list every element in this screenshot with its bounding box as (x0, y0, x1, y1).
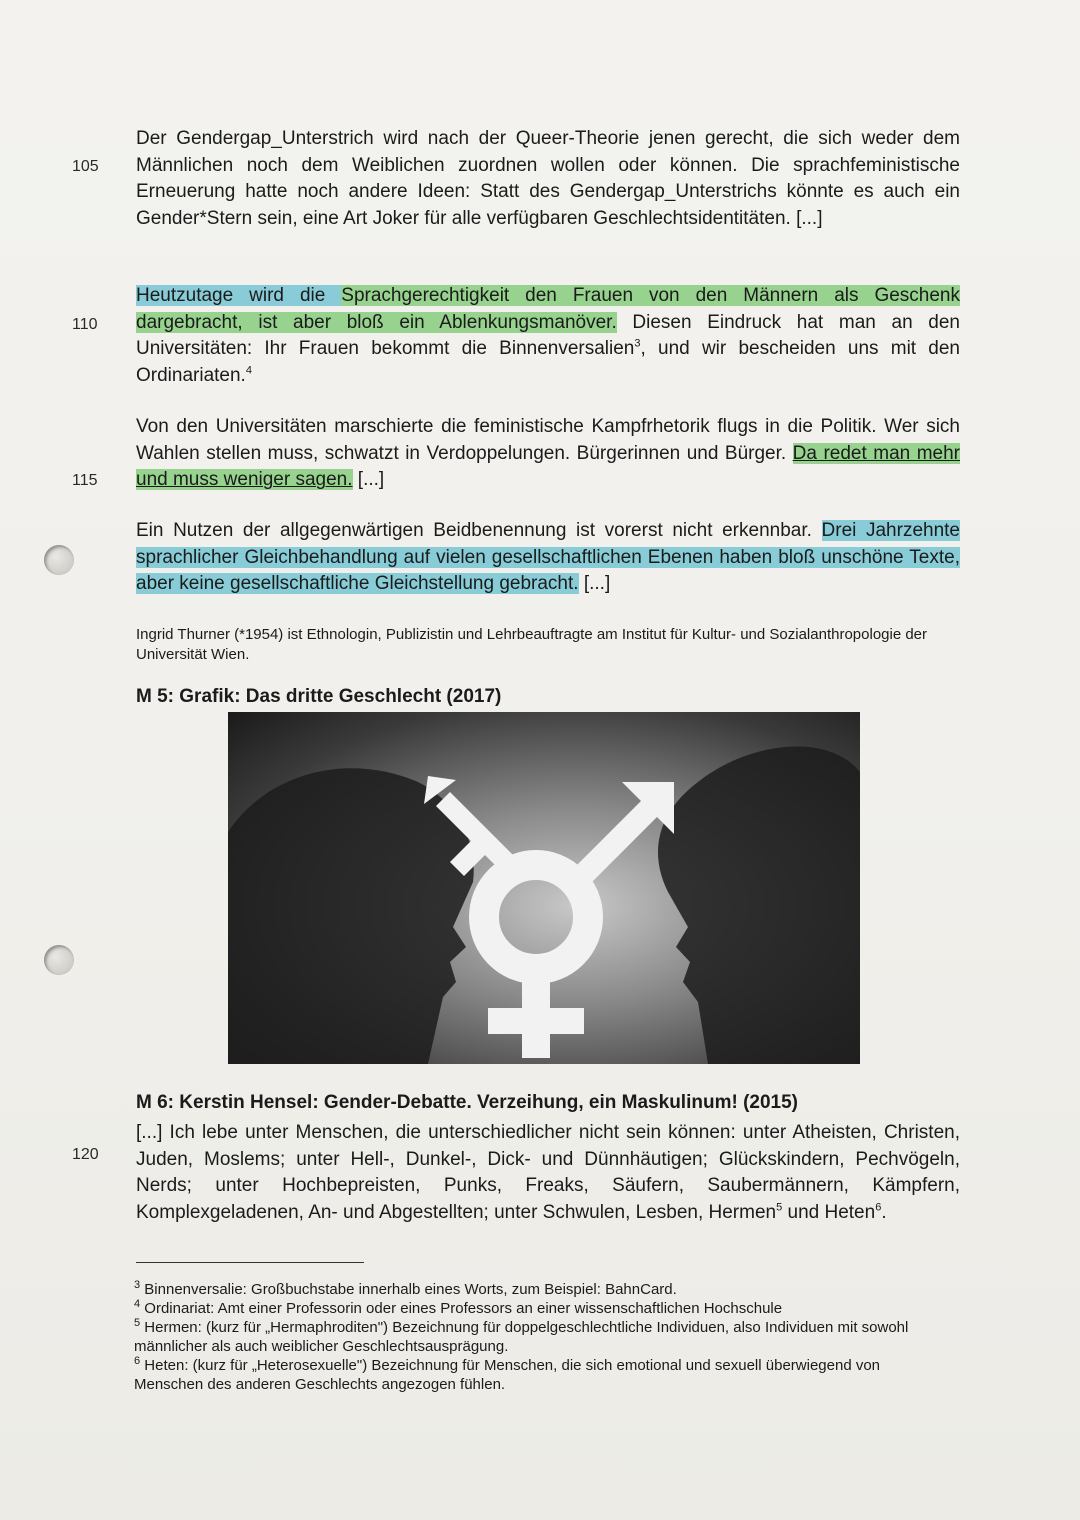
paragraph-text: Der Gendergap_Unterstrich wird nach der Queer-Theorie jenen gerecht, die sich weder dem Männlichen noch dem Weiblichen zuordnen wollen oder können. Die sprachfeministische Erneuerung hatte noch andere Ideen: Statt des Gendergap_Unterstrichs könnte es auch ein Gender*Stern sein, eine Art Joker für alle verfügbaren Geschlechtsidentitäten. [...] (136, 128, 960, 229)
paragraph-text: und Heten (782, 1201, 876, 1223)
transgender-graphic (228, 712, 860, 1064)
highlight-blue-text: Heutzutage wird die (136, 285, 342, 306)
paragraph-beidbenennung (136, 518, 960, 598)
line-number-115: 115 (72, 472, 98, 489)
footnote-number: 4 (134, 1298, 141, 1310)
m5-heading: M 5: Grafik: Das dritte Geschlecht (2017) (136, 686, 502, 707)
author-note: Ingrid Thurner (*1954) ist Ethnologin, Publizistin und Lehrbeauftragte am Institut für Kultur- und Sozialanthropologie der Universität Wien. (136, 626, 928, 663)
footnote-6 (134, 1356, 934, 1394)
footnote-5 (134, 1318, 934, 1356)
footnote-ref-3: 3 (634, 337, 641, 350)
paragraph-sprachgerechtigkeit (136, 283, 960, 389)
paragraph-kampfrhetorik (136, 414, 960, 494)
head-silhouette-right (658, 747, 860, 1064)
footnote-ref-6: 6 (875, 1201, 882, 1214)
footnote-number: 6 (134, 1355, 141, 1367)
highlight-green-text: Da redet man mehr und muss weniger sagen. (136, 442, 960, 490)
footnote-number: 5 (134, 1317, 141, 1329)
paragraph-text: Ein Nutzen der allgegenwärtigen Beidbenennung ist vorerst nicht erkennbar. (136, 520, 822, 541)
paragraph-text: [...] Ich lebe unter Menschen, die unterschiedlicher nicht sein können: unter Atheisten, Christen, Juden, Moslems; unter Hell-, Dunkel-, Dick- und Dünnhäutigen; Glückskindern, Pechvögeln, Nerds; unter Hochbepreisten, Punks, Freaks, Säufern, Saubermännern, Kämpfern, Komplexgeladenen, An- und Abgestellten; unter Schwulen, Lesben, Hermen (136, 1122, 960, 1223)
highlight-blue-text: Drei Jahrzehnte sprachlicher Gleichbehandlung auf vielen gesellschaftlichen Ebenen haben bloß unschöne Texte, aber keine gesellschaftliche Gleichstellung gebracht. (136, 520, 960, 594)
footnote-text: Heten: (kurz für „Heterosexuelle") Bezeichnung für Menschen, die sich emotional und sexuell überwiegend von Menschen des anderen Geschlechts angezogen fühlen. (134, 1357, 881, 1393)
punch-hole-top (44, 545, 74, 575)
paragraph-text: Von den Universitäten marschierte die feministische Kampfrhetorik flugs in die Politik. Wer sich Wahlen stellen muss, schwatzt in Verdoppelungen. Bürgerinnen und Bürger. (136, 416, 960, 464)
highlight-green-text: Sprachgerechtigkeit den Frauen von den Männern als Geschenk (341, 285, 960, 306)
paragraph-text: , und wir bescheiden uns mit den Ordinariaten. (136, 338, 960, 386)
footnote-3 (134, 1280, 934, 1299)
line-number-120: 120 (72, 1146, 99, 1163)
head-silhouette-left (228, 768, 474, 1064)
footnote-number: 3 (134, 1279, 141, 1291)
line-number-105: 105 (72, 158, 99, 175)
paragraph-text: [...] (578, 573, 611, 594)
footnote-divider (136, 1262, 364, 1263)
line-number-110: 110 (72, 316, 98, 333)
footnote-text: Binnenversalie: Großbuchstabe innerhalb eines Worts, zum Beispiel: BahnCard. (140, 1281, 677, 1298)
paragraph-text: . (881, 1201, 887, 1223)
footnote-text: Hermen: (kurz für „Hermaphroditen") Bezeichnung für doppelgeschlechtliche Individuen, also Individuen mit sowohl männlicher als auch weiblicher Geschlechtsausprägung. (134, 1319, 909, 1355)
footnote-text: Ordinariat: Amt einer Professorin oder eines Professors an einer wissenschaftlichen Hochschule (140, 1300, 783, 1317)
footnote-ref-5: 5 (776, 1201, 783, 1214)
footnote-ref-4: 4 (245, 364, 252, 377)
punch-hole-bottom (44, 945, 74, 975)
footnotes (134, 1280, 934, 1394)
paragraph-text: [...] (352, 469, 385, 490)
highlight-green-text: dargebracht, ist aber bloß ein Ablenkungsmanöver. (136, 311, 617, 333)
paragraph-text: Diesen Eindruck hat man an den Universitäten: Ihr Frauen bekommt die Binnenversalien (136, 311, 960, 359)
footnote-4 (134, 1299, 934, 1318)
paragraph-m6-text (136, 1120, 960, 1226)
paragraph-gendergap (136, 126, 960, 232)
transgender-symbol-icon (424, 776, 674, 1058)
figure-svg (228, 712, 860, 1064)
m6-heading: M 6: Kerstin Hensel: Gender-Debatte. Verzeihung, ein Maskulinum! (2015) (136, 1092, 798, 1113)
